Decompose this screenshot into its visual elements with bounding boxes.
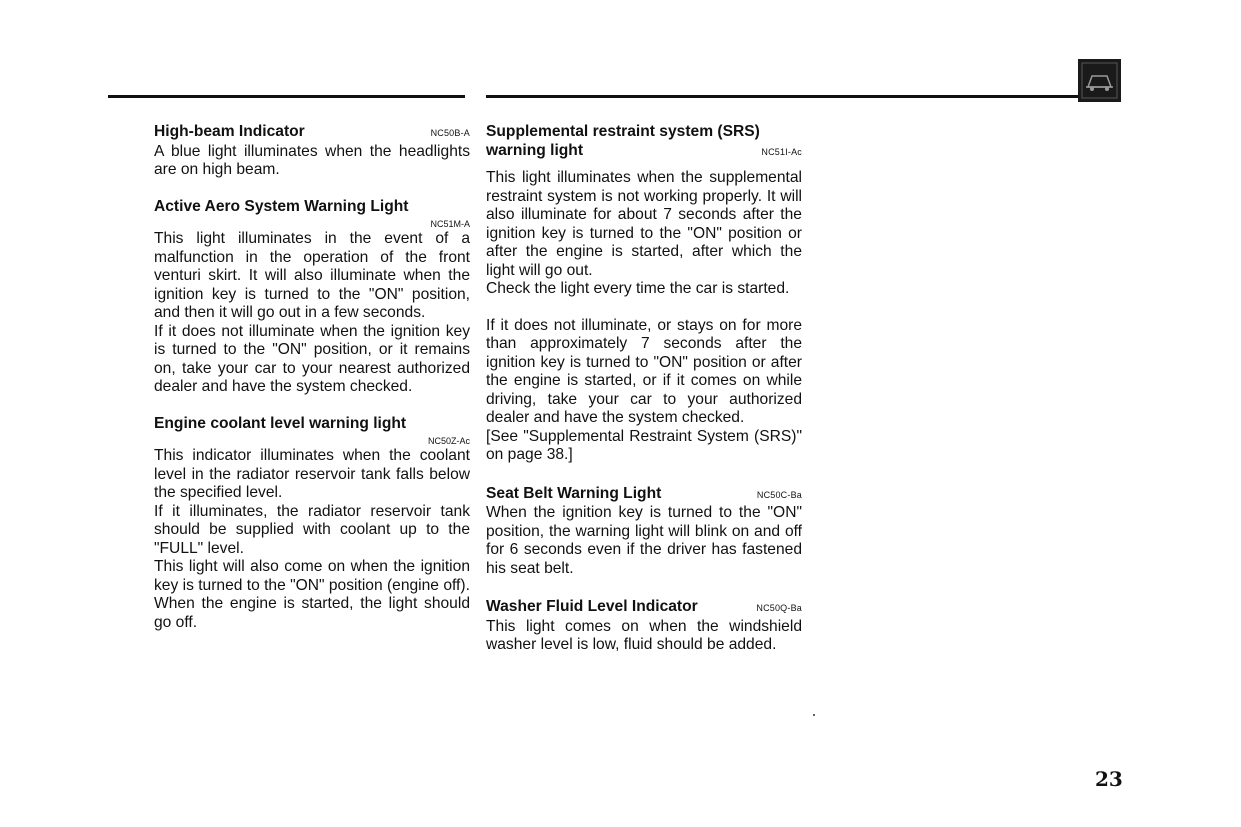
high-beam-section (154, 123, 470, 180)
high-beam-body: A blue light illuminates when the headlights are on high beam. (154, 142, 470, 178)
srs-heading-line-2 (486, 142, 802, 162)
srs-body-1: This light illuminates when the supplemental restraint system is not working properly. It will also illuminate for about 7 seconds after the ignition key is turned to the "ON" position or after the engine is started, after which the light will go out. (486, 169, 802, 279)
washer-body: This light comes on when the windshield washer level is low, fluid should be added. (486, 617, 802, 653)
washer-title: Washer Fluid Level Indicator (486, 598, 698, 615)
right-column (486, 123, 802, 655)
coolant-section (154, 415, 470, 633)
seat-belt-title: Seat Belt Warning Light (486, 484, 662, 502)
srs-section (486, 123, 802, 465)
washer-heading (486, 598, 802, 618)
washer-section (486, 598, 802, 655)
srs-body-2: Check the light every time the car is started. (486, 280, 790, 297)
stray-dot (813, 714, 815, 716)
srs-code: NC51I-Ac (761, 146, 802, 157)
active-aero-body-2: If it does not illuminate when the ignition key is turned to the "ON" position, or it remains on, take your car to your nearest authorized dealer and have the system checked. (154, 322, 470, 395)
active-aero-code: NC51M-A (430, 219, 470, 229)
car-section-tab-icon (1078, 59, 1121, 102)
coolant-code: NC50Z-Ac (427, 436, 470, 446)
coolant-body-3: This light will also come on when the ignition key is turned to the "ON" position (engine off). (154, 558, 470, 594)
high-beam-title: High-beam Indicator (154, 123, 305, 140)
high-beam-heading (154, 123, 470, 143)
coolant-title: Engine coolant level warning light (154, 414, 407, 432)
srs-body-3: If it does not illuminate, or stays on for more than approximately 7 seconds after the ignition key is turned to "ON" position or after the engine is started, or if it comes on while driving, take your car to your authorized dealer and have the system checked. (486, 316, 802, 426)
washer-code: NC50Q-Ba (756, 603, 802, 613)
coolant-body-2: If it illuminates, the radiator reservoir tank should be supplied with coolant up to the "FULL" level. (154, 502, 470, 557)
coolant-body-4: When the engine is started, the light should go off. (154, 595, 470, 631)
seat-belt-heading (486, 485, 802, 505)
page-number: 23 (1095, 767, 1123, 791)
active-aero-body-1: This light illuminates in the event of a malfunction in the operation of the front venturi skirt. It will also illuminate when the ignition key is turned to the "ON" position, and then it will go out in a few seconds. (154, 230, 470, 321)
seat-belt-section (486, 485, 802, 579)
high-beam-code: NC50B-A (430, 128, 470, 138)
active-aero-section (154, 198, 470, 397)
seat-belt-code: NC50C-Ba (756, 489, 802, 500)
active-aero-title: Active Aero System Warning Light (154, 197, 409, 215)
seat-belt-body: When the ignition key is turned to the "ON" position, the warning light will blink on and off for 6 seconds even if the driver has fastened his seat belt. (486, 504, 802, 577)
header-rule-right (486, 95, 1078, 98)
left-column (154, 123, 470, 632)
srs-title-line-2: warning light (486, 141, 584, 159)
coolant-body-1: This indicator illuminates when the coolant level in the radiator reservoir tank falls below the specified level. (154, 447, 470, 501)
header-rule-left (108, 95, 465, 98)
srs-body-4: [See "Supplemental Restraint System (SRS)" on page 38.] (486, 427, 802, 463)
srs-title-line-1: Supplemental restraint system (SRS) (486, 123, 760, 140)
